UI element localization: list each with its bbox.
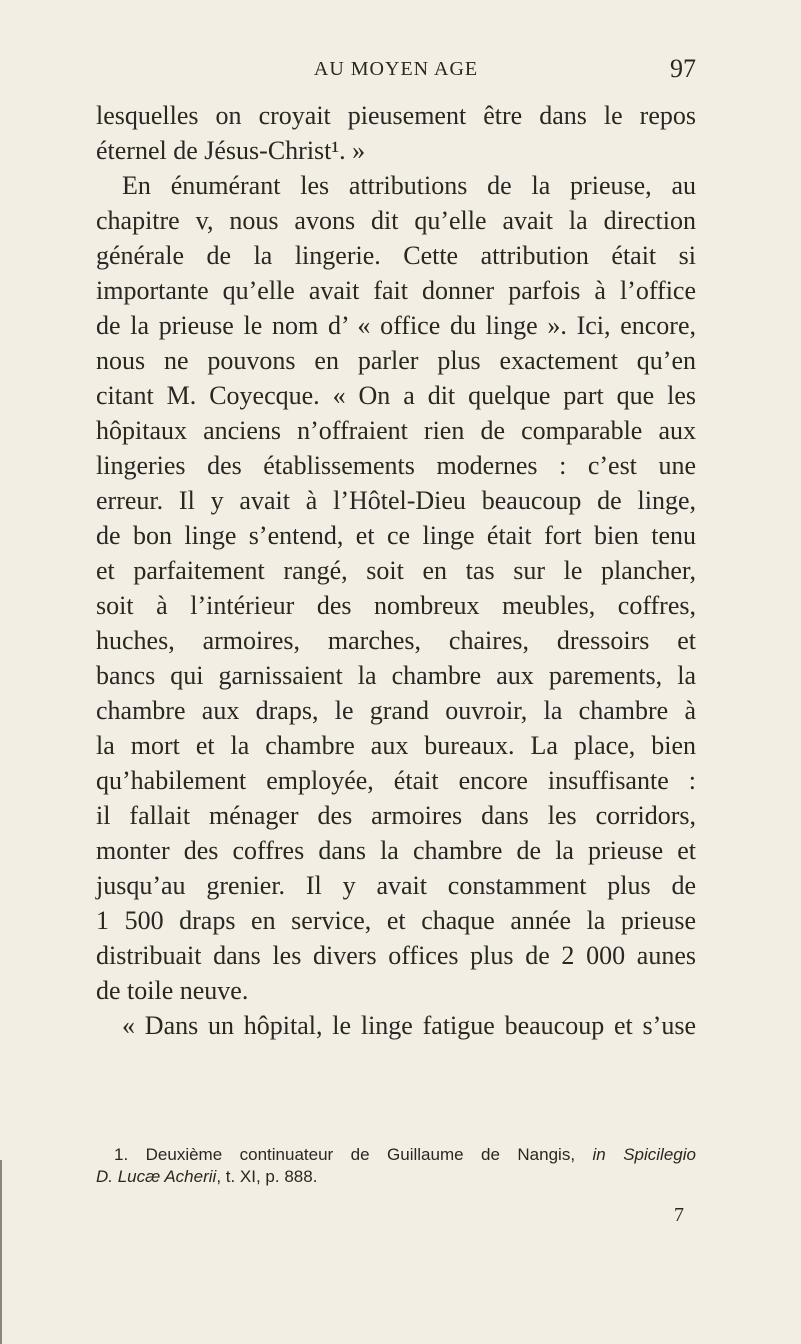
- footnote: [96, 1144, 696, 1188]
- text-line: bancs qui garnissaient la chambre aux parements, la: [96, 661, 696, 690]
- text-line: chambre aux draps, le grand ouvroir, la chambre à: [96, 696, 696, 725]
- text-line: distribuait dans les divers offices plus de 2 000 aunes: [96, 941, 696, 970]
- text-line: erreur. Il y avait à l’Hôtel-Dieu beaucoup de linge,: [96, 486, 696, 515]
- text-line: lingeries des établissements modernes : c’est une: [96, 451, 696, 480]
- text-line: nous ne pouvons en parler plus exactement qu’en: [96, 346, 696, 375]
- text-line: de la prieuse le nom d’ « office du linge ». Ici, encore,: [96, 311, 696, 340]
- text-line: soit à l’intérieur des nombreux meubles, coffres,: [96, 591, 696, 620]
- running-head: [96, 54, 696, 88]
- text-line: qu’habilement employée, était encore insuffisante :: [96, 766, 696, 795]
- text-line: générale de la lingerie. Cette attribution était si: [96, 241, 696, 270]
- text-line: monter des coffres dans la chambre de la prieuse et: [96, 836, 696, 865]
- text-line: citant M. Coyecque. « On a dit quelque part que les: [96, 381, 696, 410]
- text-line: En énumérant les attributions de la prieuse, au: [122, 171, 696, 200]
- footnote-line: 1. Deuxième continuateur de Guillaume de Nangis, in Spicilegio: [114, 1145, 696, 1164]
- text-line: chapitre v, nous avons dit qu’elle avait la direction: [96, 206, 696, 235]
- text-line: la mort et la chambre aux bureaux. La place, bien: [96, 731, 696, 760]
- text-line: lesquelles on croyait pieusement être dans le repos: [96, 101, 696, 130]
- text-line: importante qu’elle avait fait donner parfois à l’office: [96, 276, 696, 305]
- text-line: « Dans un hôpital, le linge fatigue beaucoup et s’use: [122, 1011, 696, 1040]
- text-line: huches, armoires, marches, chaires, dressoirs et: [96, 626, 696, 655]
- page-edge-shadow: [0, 1160, 2, 1344]
- footnote-line: D. Lucæ Acherii, t. XI, p. 888.: [96, 1167, 318, 1186]
- text-line: éternel de Jésus-Christ¹. »: [96, 136, 366, 165]
- body-text: [96, 98, 696, 1043]
- text-line: il fallait ménager des armoires dans les corridors,: [96, 801, 696, 830]
- text-line: 1 500 draps en service, et chaque année la prieuse: [96, 906, 696, 935]
- text-line: et parfaitement rangé, soit en tas sur le plancher,: [96, 556, 696, 585]
- text-line: de toile neuve.: [96, 976, 249, 1005]
- text-line: jusqu’au grenier. Il y avait constamment plus de: [96, 871, 696, 900]
- signature-mark: [96, 1204, 696, 1227]
- text-line: de bon linge s’entend, et ce linge était fort bien tenu: [96, 521, 696, 550]
- page-number: 97: [670, 54, 696, 83]
- running-title: AU MOYEN AGE: [313, 58, 479, 80]
- signature-number: 7: [674, 1204, 684, 1226]
- text-line: hôpitaux anciens n’offraient rien de comparable aux: [96, 416, 696, 445]
